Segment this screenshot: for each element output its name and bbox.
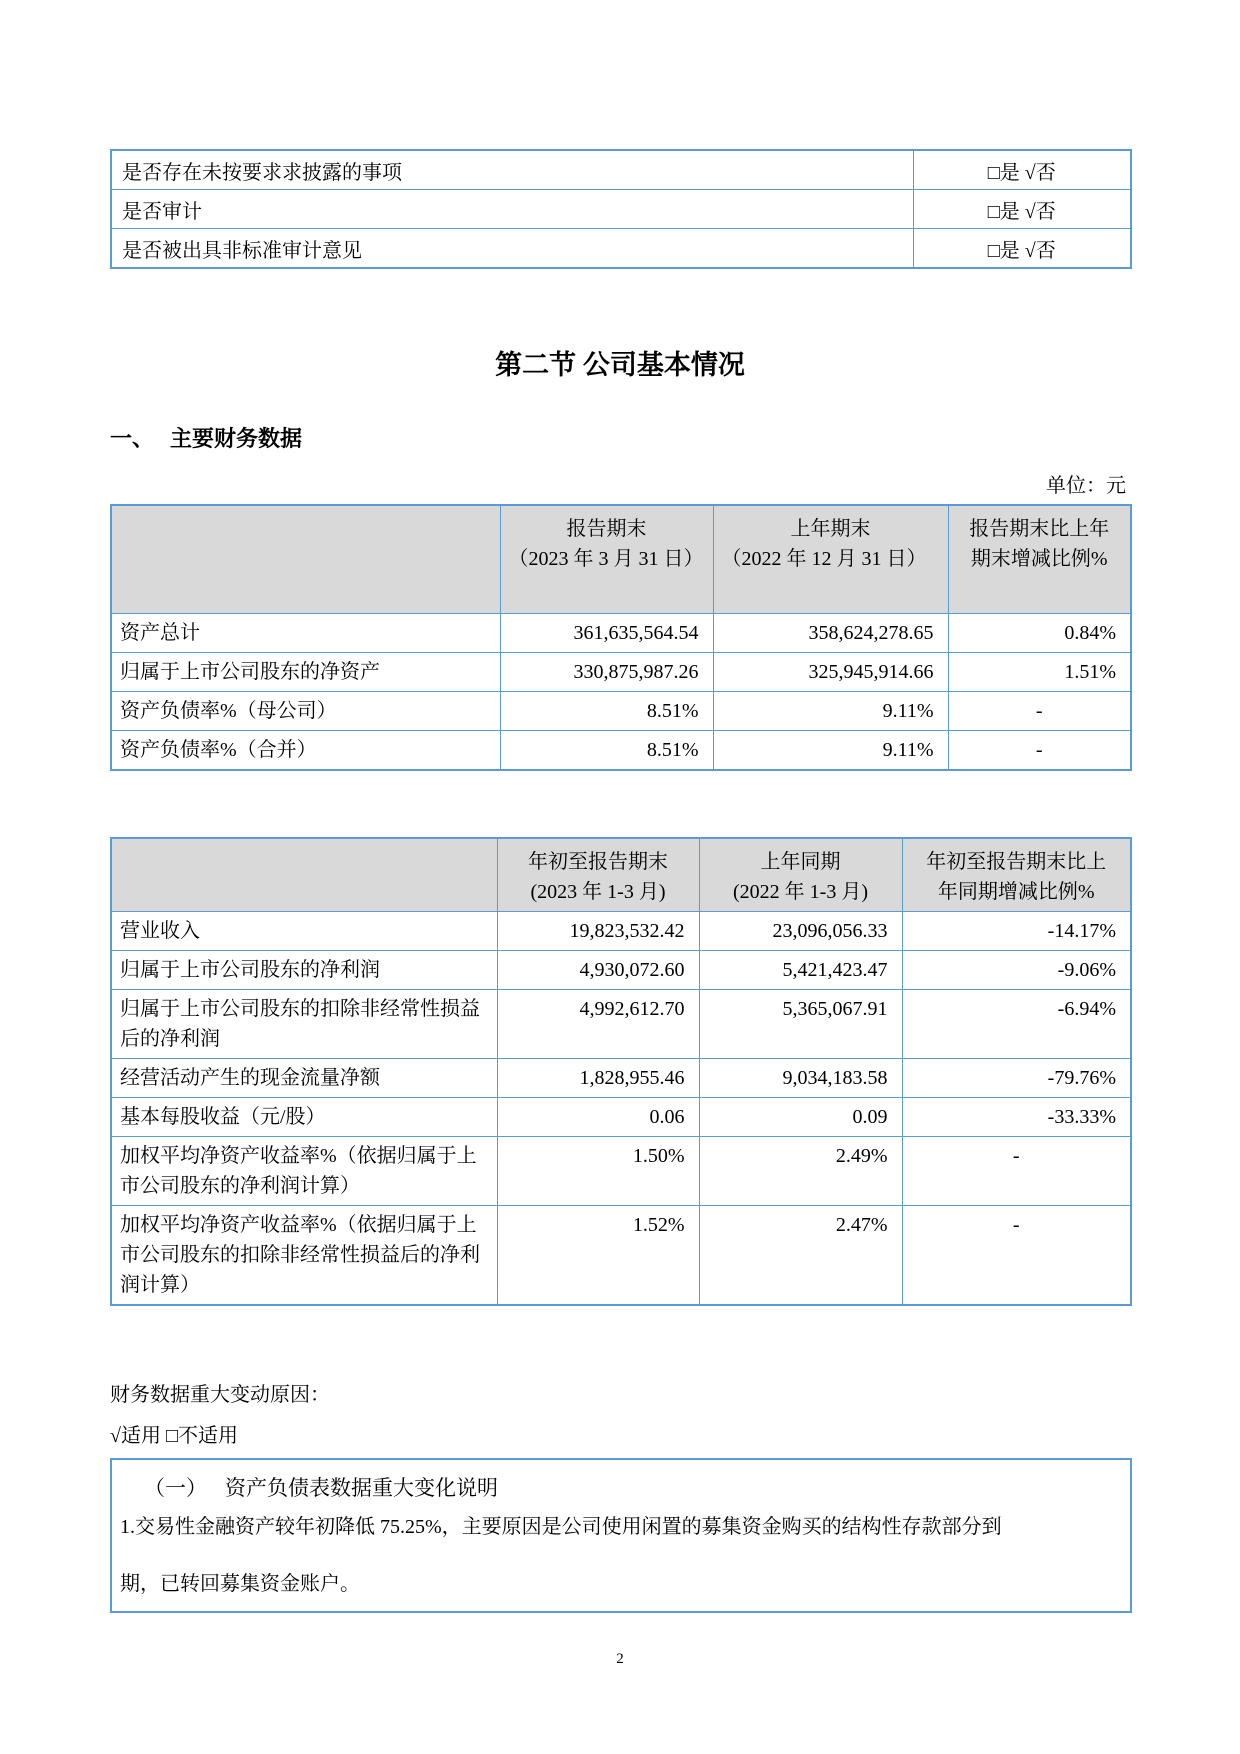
table-row: [111, 190, 1131, 229]
section-title: 第二节 公司基本情况: [495, 350, 745, 380]
financial-table-ytd: [110, 837, 1132, 1306]
current-value: 8.51%: [500, 731, 713, 771]
current-value: 4,992,612.70: [497, 990, 699, 1059]
prior-value: 358,624,278.65: [713, 614, 948, 653]
note-heading-number: （一）: [144, 1476, 207, 1500]
row-label: 资产负债率%（母公司）: [111, 692, 500, 731]
audit-row-label: 是否审计: [111, 190, 913, 229]
prior-value: 0.09: [699, 1098, 902, 1137]
header-prior-period: [699, 838, 902, 912]
change-value: -: [948, 731, 1131, 771]
header-blank-cell: [111, 838, 497, 912]
header-line: 年初至报告期末: [528, 851, 668, 873]
notes-reason-title: 财务数据重大变动原因：: [110, 1384, 330, 1406]
current-value: 8.51%: [500, 692, 713, 731]
change-value: -33.33%: [902, 1098, 1131, 1137]
table-row: [111, 1059, 1131, 1098]
row-label: 归属于上市公司股东的净利润: [111, 951, 497, 990]
row-label: 归属于上市公司股东的扣除非经常性损益后的净利润: [111, 990, 497, 1059]
prior-value: 2.47%: [699, 1206, 902, 1306]
header-line: 上年同期: [760, 851, 841, 873]
current-value: 4,930,072.60: [497, 951, 699, 990]
current-value: 330,875,987.26: [500, 653, 713, 692]
change-value: -: [902, 1206, 1131, 1306]
row-label: 营业收入: [111, 912, 497, 951]
balance-sheet-note-box: [110, 1458, 1132, 1613]
row-label: 资产负债率%（合并）: [111, 731, 500, 771]
row-label: 加权平均净资产收益率%（依据归属于上市公司股东的净利润计算）: [111, 1137, 497, 1206]
current-value: 19,823,532.42: [497, 912, 699, 951]
prior-value: 23,096,056.33: [699, 912, 902, 951]
table-row: [111, 653, 1131, 692]
row-label: 基本每股收益（元/股）: [111, 1098, 497, 1137]
header-date: (2023 年 1-3 月): [530, 881, 666, 903]
change-value: -9.06%: [902, 951, 1131, 990]
subsection-number: 一、: [110, 426, 155, 451]
header-prior-period: [713, 505, 948, 614]
row-label: 经营活动产生的现金流量净额: [111, 1059, 497, 1098]
header-change-ratio: [948, 505, 1131, 614]
table-row: [111, 1137, 1131, 1206]
prior-value: 9,034,183.58: [699, 1059, 902, 1098]
current-value: 1.52%: [497, 1206, 699, 1306]
change-value: -14.17%: [902, 912, 1131, 951]
table-row: [111, 229, 1131, 269]
prior-value: 9.11%: [713, 731, 948, 771]
row-label: 资产总计: [111, 614, 500, 653]
audit-table: [110, 149, 1132, 269]
prior-value: 325,945,914.66: [713, 653, 948, 692]
change-value: 1.51%: [948, 653, 1131, 692]
note-heading-text: 资产负债表数据重大变化说明: [225, 1476, 498, 1500]
header-line: 报告期末比上年期末增减比例%: [969, 518, 1110, 570]
header-current-period: [497, 838, 699, 912]
table-row: [111, 150, 1131, 190]
table-row: [111, 951, 1131, 990]
table-row: [111, 1206, 1131, 1306]
header-date: （2023 年 3 月 31 日）: [508, 548, 704, 570]
table-header-row: [111, 838, 1131, 912]
table-row: [111, 912, 1131, 951]
row-label: 加权平均净资产收益率%（依据归属于上市公司股东的扣除非经常性损益后的净利润计算）: [111, 1206, 497, 1306]
audit-row-label: 是否被出具非标准审计意见: [111, 229, 913, 269]
change-value: 0.84%: [948, 614, 1131, 653]
current-value: 1,828,955.46: [497, 1059, 699, 1098]
header-blank-cell: [111, 505, 500, 614]
applicability-statement: √适用 □不适用: [110, 1425, 239, 1447]
header-change-ratio: [902, 838, 1131, 912]
current-value: 1.50%: [497, 1137, 699, 1206]
current-value: 0.06: [497, 1098, 699, 1137]
table-row: [111, 990, 1131, 1059]
note-text-line: 期，已转回募集资金账户。: [120, 1573, 360, 1595]
audit-row-value: □是 √否: [913, 229, 1131, 269]
table-row: [111, 731, 1131, 771]
change-value: -: [948, 692, 1131, 731]
current-value: 361,635,564.54: [500, 614, 713, 653]
row-label: 归属于上市公司股东的净资产: [111, 653, 500, 692]
financial-table-period-end: [110, 504, 1132, 771]
header-current-period: [500, 505, 713, 614]
header-date: （2022 年 12 月 31 日）: [721, 548, 927, 570]
header-date: (2022 年 1-3 月): [733, 881, 868, 903]
audit-row-value: □是 √否: [913, 150, 1131, 190]
table-header-row: [111, 505, 1131, 614]
table-row: [111, 614, 1131, 653]
header-line: 上年期末: [790, 518, 871, 540]
change-value: -: [902, 1137, 1131, 1206]
prior-value: 5,365,067.91: [699, 990, 902, 1059]
subsection-title: [110, 422, 1130, 453]
page-content: [0, 149, 1240, 1613]
note-text-line: 1.交易性金融资产较年初降低 75.25%，主要原因是公司使用闲置的募集资金购买的结构性存款部分到: [120, 1516, 1002, 1538]
change-value: -6.94%: [902, 990, 1131, 1059]
prior-value: 2.49%: [699, 1137, 902, 1206]
table-row: [111, 692, 1131, 731]
table-row: [111, 1098, 1131, 1137]
unit-label: 单位：元: [1046, 475, 1126, 497]
change-value: -79.76%: [902, 1059, 1131, 1098]
page-number: 2: [616, 1651, 624, 1667]
header-line: 报告期末: [566, 518, 647, 540]
audit-row-label: 是否存在未按要求求披露的事项: [111, 150, 913, 190]
audit-row-value: □是 √否: [913, 190, 1131, 229]
prior-value: 9.11%: [713, 692, 948, 731]
subsection-text: 主要财务数据: [170, 426, 303, 451]
prior-value: 5,421,423.47: [699, 951, 902, 990]
header-line: 年初至报告期末比上年同期增减比例%: [926, 851, 1107, 903]
note-heading: [120, 1472, 1122, 1502]
